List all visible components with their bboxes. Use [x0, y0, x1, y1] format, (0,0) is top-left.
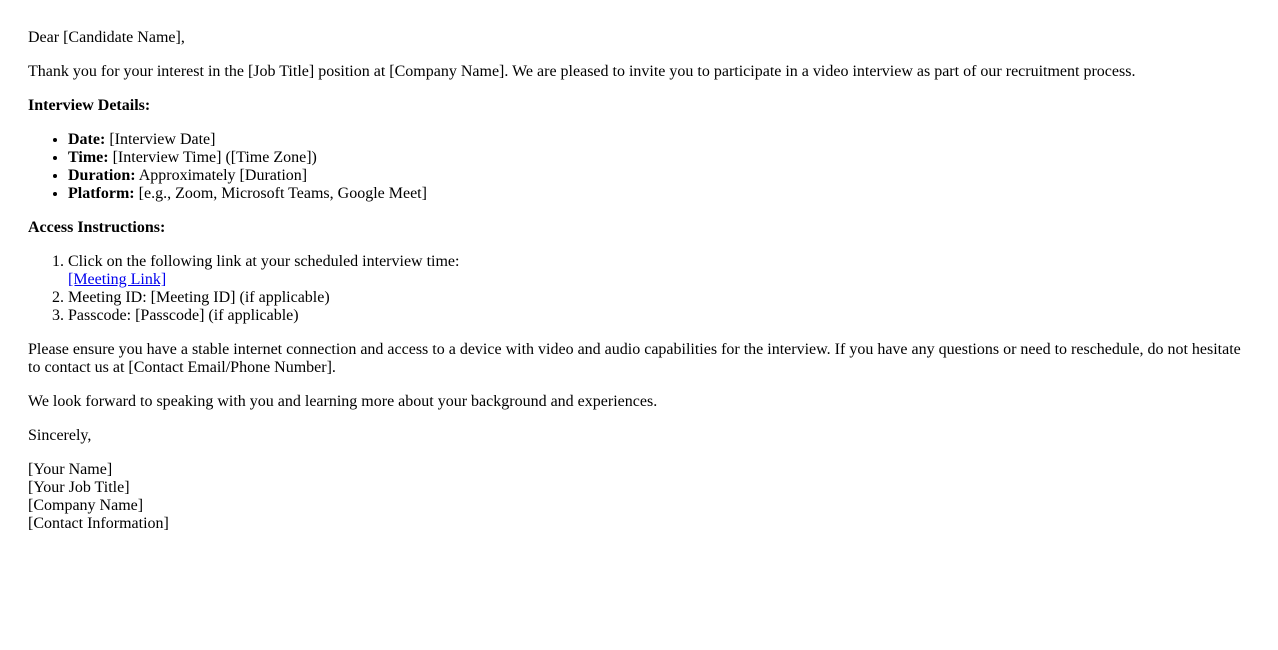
detail-item-time: [68, 149, 1250, 167]
detail-label: Time:: [68, 149, 109, 166]
detail-value: Approximately [Duration]: [138, 167, 308, 184]
instruction-item-passcode: [68, 307, 1250, 325]
detail-value: [Interview Date]: [109, 131, 216, 148]
detail-value: [Interview Time] ([Time Zone]): [112, 149, 317, 166]
instruction-text: Passcode: [Passcode] (if applicable): [68, 307, 299, 324]
detail-item-platform: [68, 185, 1250, 203]
outro-paragraph: We look forward to speaking with you and learning more about your background and experiences.: [28, 393, 658, 410]
detail-value: [e.g., Zoom, Microsoft Teams, Google Meet]: [138, 185, 427, 202]
detail-item-date: [68, 131, 1250, 149]
detail-label: Platform:: [68, 185, 135, 202]
connection-note-paragraph: Please ensure you have a stable internet connection and access to a device with video and audio capabilities for the interview. If you have any questions or need to reschedule, do not hesitate to contact us at [Contact Email/Phone Number].: [28, 341, 1241, 376]
access-instructions-list: [28, 253, 1250, 325]
signoff-line: Sincerely,: [28, 427, 92, 444]
signature-name: [Your Name]: [28, 461, 113, 478]
signature-contact: [Contact Information]: [28, 515, 169, 532]
interview-details-heading: Interview Details:: [28, 97, 151, 114]
detail-item-duration: [68, 167, 1250, 185]
instruction-text: Meeting ID: [Meeting ID] (if applicable): [68, 289, 330, 306]
instruction-item-meeting-id: [68, 289, 1250, 307]
detail-label: Duration:: [68, 167, 136, 184]
instruction-text: Click on the following link at your scheduled interview time:: [68, 253, 460, 270]
signature-block: [28, 461, 1250, 533]
intro-paragraph: Thank you for your interest in the [Job Title] position at [Company Name]. We are pleased to invite you to participate in a video interview as part of our recruitment process.: [28, 63, 1136, 80]
greeting-line: Dear [Candidate Name],: [28, 29, 185, 46]
interview-details-list: [28, 131, 1250, 203]
instruction-item-link: [68, 253, 1250, 289]
signature-company: [Company Name]: [28, 497, 144, 514]
access-instructions-heading: Access Instructions:: [28, 219, 166, 236]
meeting-link[interactable]: [Meeting Link]: [68, 271, 167, 288]
signature-job-title: [Your Job Title]: [28, 479, 130, 496]
detail-label: Date:: [68, 131, 106, 148]
